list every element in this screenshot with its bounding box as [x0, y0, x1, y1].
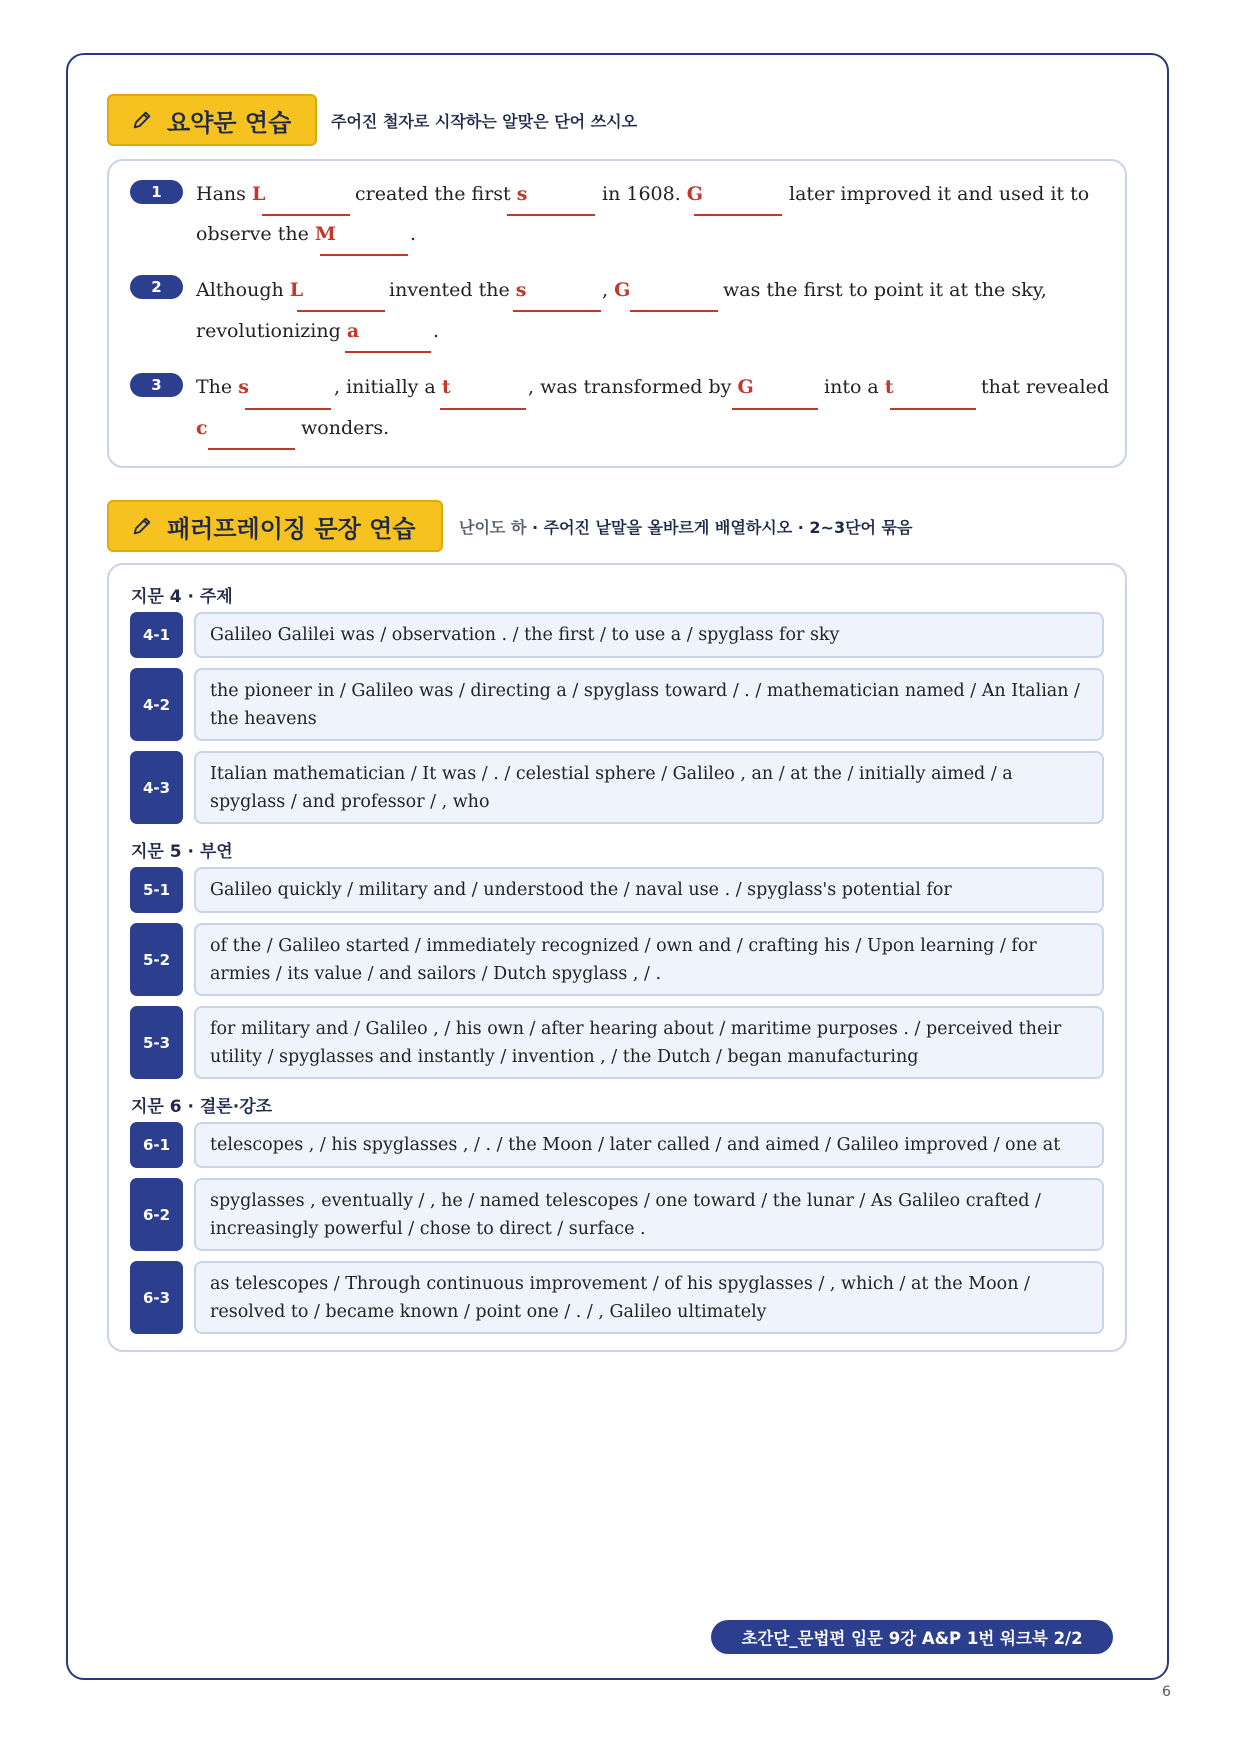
group-title: 지문 4 · 주제 — [131, 587, 233, 607]
summary-item-number: 3 — [130, 373, 183, 397]
summary-item-1-line-2: observe the M — [196, 223, 336, 245]
answer-blank[interactable] — [245, 408, 331, 410]
paraphrase-section-header — [107, 500, 912, 552]
answer-blank[interactable] — [890, 408, 976, 410]
answer-blank[interactable] — [345, 351, 431, 353]
pencil-icon — [131, 515, 153, 537]
answer-blank[interactable] — [630, 310, 718, 312]
word-chunks-box: the pioneer in / Galileo was / directing a / spyglass toward / . / mathematician named / An Italian / the heavens — [194, 668, 1104, 741]
summary-instruction: 주어진 철자로 시작하는 알맞은 단어 쓰시오 — [331, 111, 638, 131]
question-number: 6-3 — [130, 1261, 183, 1334]
question-number: 6-2 — [130, 1178, 183, 1251]
answer-blank[interactable] — [440, 408, 526, 410]
word-chunks-box: Galileo quickly / military and / understood the / naval use . / spyglass's potential for — [194, 867, 1104, 913]
word-chunks-box: for military and / Galileo , / his own / after hearing about / maritime purposes . / perceived their utility / spyglasses and instantly / invention , / the Dutch / began manufacturing — [194, 1006, 1104, 1079]
answer-blank[interactable] — [297, 310, 385, 312]
page-number: 6 — [1162, 1684, 1171, 1700]
paraphrase-section-tag — [107, 500, 443, 552]
answer-blank[interactable] — [694, 214, 782, 216]
answer-blank[interactable] — [208, 448, 295, 450]
word-chunks-box: of the / Galileo started / immediately recognized / own and / crafting his / Upon learning / for armies / its value / and sailors / Dutch spyglass , / . — [194, 923, 1104, 996]
question-number: 4-2 — [130, 668, 183, 741]
word-chunks-box: spyglasses , eventually / , he / named telescopes / one toward / the lunar / As Galileo crafted / increasingly powerful / chose to direct / surface . — [194, 1178, 1104, 1251]
group-title: 지문 6 · 결론·강조 — [131, 1097, 273, 1117]
word-chunks-box: telescopes , / his spyglasses , / . / the Moon / later called / and aimed / Galileo improved / one at — [194, 1122, 1104, 1168]
paraphrase-title: 패러프레이징 문장 연습 — [167, 514, 416, 543]
summary-item-3-line-1: The s — [196, 376, 249, 398]
summary-item-number: 1 — [130, 180, 183, 204]
question-number: 4-1 — [130, 612, 183, 658]
summary-section-tag — [107, 94, 317, 146]
summary-item-2-line-1: Although L — [196, 279, 304, 301]
summary-item-3-line-2: c — [196, 417, 208, 439]
answer-blank[interactable] — [320, 254, 408, 256]
question-number: 5-2 — [130, 923, 183, 996]
paraphrase-instruction: 난이도 하 · 주어진 낱말을 올바르게 배열하시오 · 2~3단어 묶음 — [459, 517, 913, 537]
word-chunks-box: Italian mathematician / It was / . / celestial sphere / Galileo , an / at the / initially aimed / a spyglass / and professor / , who — [194, 751, 1104, 824]
summary-item-number: 2 — [130, 275, 183, 299]
answer-blank[interactable] — [507, 214, 595, 216]
question-number: 6-1 — [130, 1122, 183, 1168]
summary-section-header — [107, 94, 637, 146]
word-chunks-box: as telescopes / Through continuous improvement / of his spyglasses / , which / at the Moon / resolved to / became known / point one / . / , Galileo ultimately — [194, 1261, 1104, 1334]
summary-title: 요약문 연습 — [167, 108, 292, 137]
footer-label: 초간단_문법편 입문 9강 A&P 1번 워크북 2/2 — [711, 1620, 1113, 1654]
summary-box — [107, 159, 1127, 468]
pencil-icon — [131, 109, 153, 131]
word-chunks-box: Galileo Galilei was / observation . / the first / to use a / spyglass for sky — [194, 612, 1104, 658]
answer-blank[interactable] — [262, 214, 350, 216]
summary-item-2-line-2: revolutionizing a — [196, 320, 360, 342]
question-number: 4-3 — [130, 751, 183, 824]
question-number: 5-1 — [130, 867, 183, 913]
group-title: 지문 5 · 부연 — [131, 842, 233, 862]
difficulty-level: 난이도 하 — [459, 517, 527, 537]
question-number: 5-3 — [130, 1006, 183, 1079]
summary-item-1-line-1: Hans L — [196, 183, 266, 205]
answer-blank[interactable] — [513, 310, 601, 312]
answer-blank[interactable] — [732, 408, 818, 410]
